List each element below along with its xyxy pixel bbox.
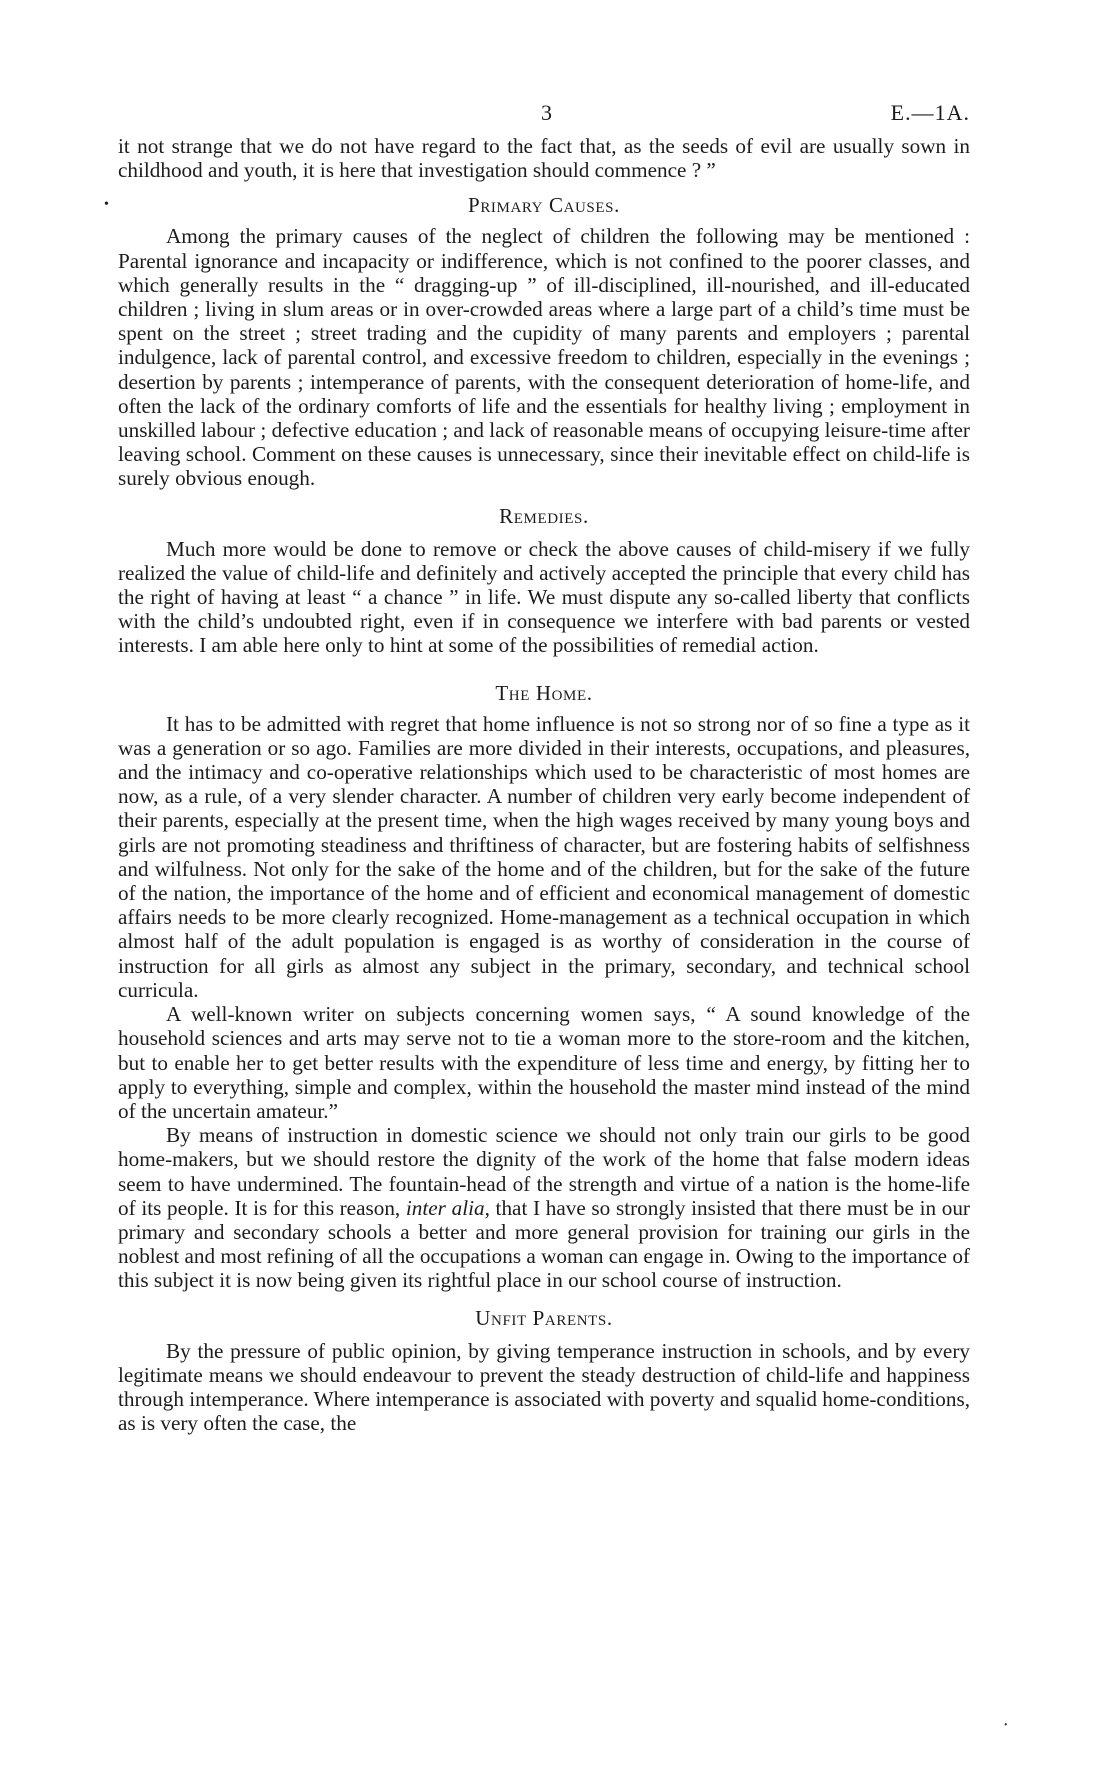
unfit-parents-paragraph: By the pressure of public opinion, by giving temperance instruction in schools, and by every legitimate means we should endeavour to prevent the steady destruction of child-life and happiness through intemperance. Where intemperance is associated with poverty and squalid home-conditions, as is very often the case, the: [118, 1338, 970, 1436]
page-header: [118, 100, 970, 134]
scan-speck: •: [1004, 1720, 1008, 1731]
home-paragraph-3-part-1: By means of instruction in domestic science we should not only train our girls to be good home-makers, but we should restore the dignity of the work of the home that false modern ideas seem to have undermined. The fountain-head of the strength and virtue of a nation is the home-life of its people. It is for this reason,: [118, 1123, 970, 1220]
margin-dot: •: [104, 197, 110, 213]
heading-unfit-parents: Unfit Parents.: [475, 1305, 613, 1330]
heading-primary-causes-text: Primary Causes.: [468, 193, 620, 218]
page-number: 3: [541, 100, 552, 125]
home-paragraph-2: A well-known writer on subjects concerning women says, “ A sound knowledge of the household sciences and arts may serve not to tie a woman more to the store-room and the kitchen, but to enable her to get better results with the expenditure of less time and energy, by fitting her to apply to everything, simple and complex, within the household the master mind instead of the mind of the uncertain amateur.”: [118, 1002, 970, 1123]
home-paragraph-1: It has to be admitted with regret that home influence is not so strong nor of so fine a type as it was a generation or so ago. Families are more divided in their interests, occupations, and pleasures, and the intimacy and co-operative relationships which used to be characteristic of most homes are now, as a rule, of a very slender character. A number of children very early become independent of their parents, especially at the present time, when the high wages received by many young boys and girls are not promoting steadiness and thriftiness of character, but are fostering habits of selfishness and wilfulness. Not only for the sake of the home and of the children, but for the sake of the future of the nation, the importance of the home and of efficient and economical management of domestic affairs needs to be more clearly recognized. Home-management as a technical occupation in which almost half of the adult population is engaged is as worthy of consideration in the course of instruction for all girls as almost any subject in the primary, secondary, and technical school curricula.: [118, 711, 970, 1002]
heading-remedies: Remedies.: [499, 503, 589, 528]
heading-the-home: The Home.: [495, 680, 593, 705]
document-page: [104, 100, 970, 1436]
remedies-paragraph: Much more would be done to remove or check the above causes of child-misery if we fully realized the value of child-life and definitely and actively accepted the principle that every child has the right of having at least “ a chance ” in life. We must dispute any so-called liberty that conflicts with the child’s undoubted right, even if in consequence we interfere with bad parents or vested interests. I am able here only to hint at some of the possibilities of remedial action.: [118, 536, 970, 658]
heading-primary-causes: [104, 192, 970, 218]
home-paragraph-3: [118, 1123, 970, 1292]
primary-causes-paragraph: Among the primary causes of the neglect of children the following may be mentioned : Parental ignorance and incapacity or indifference, which is not confined to the poorer classes, and which generally results in the “ dragging-up ” of ill-disciplined, ill-nourished, and ill-educated children ; living in slum areas or in over-crowded areas where a large part of a child’s time must be spent on the street ; street trading and the cupidity of many parents and employers ; parental indulgence, lack of parental control, and excessive freedom to children, especially in the evenings ; desertion by parents ; intemperance of parents, with the consequent deterioration of home-life, and often the lack of the ordinary comforts of life and the essentials for healthy living ; employment in unskilled labour ; defective education ; and lack of reasonable means of occupying leisure-time after leaving school. Comment on these causes is unnecessary, since their inevitable effect on child-life is surely obvious enough.: [118, 224, 970, 491]
home-paragraph-3-part-2: , that I have so strongly insisted that there must be in our primary and secondary schools a better and more general provision for training our girls in the noblest and most refining of all the occupations a woman can engage in. Owing to the importance of this subject it is now being given its rightful place in our school course of instruction.: [118, 1195, 970, 1293]
intro-paragraph: it not strange that we do not have regard to the fact that, as the seeds of evil are usually sown in childhood and youth, it is here that investigation should commence ? ”: [118, 134, 970, 183]
document-reference: E.—1A.: [890, 100, 970, 125]
inter-alia-italic: inter alia: [405, 1195, 485, 1220]
